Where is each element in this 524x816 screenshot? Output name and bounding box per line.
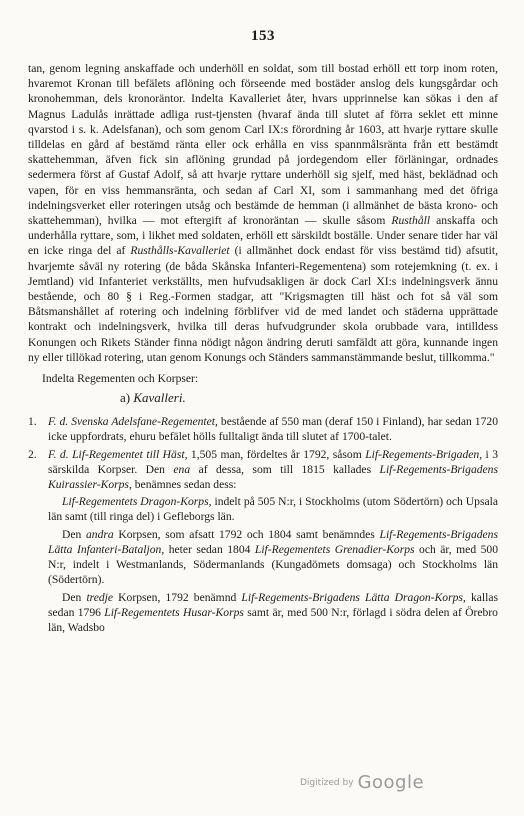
list-item-text: af dessa, som till 1815 kallades (190, 462, 380, 476)
sub-em: Lif-Regements-Brigadens Lätta Dragon-Korps, (241, 590, 466, 604)
list-item-text: , i 3 särskilda Korpser. Den (48, 447, 498, 476)
list-item-body (48, 447, 498, 493)
sub-text: heter sedan 1804 (164, 542, 255, 556)
sub-text: Den (62, 527, 86, 541)
list-item-text: 1,505 man, fördeltes år 1792, såsom (187, 447, 366, 461)
body-em-rusthalls-kavalleriet: Rusthålls-Kavalleriet (130, 244, 230, 258)
sub-text: kallas sedan 1796 (48, 590, 498, 619)
sub-text: och är, med 500 N:r, indelt i Westmanlands, Södermanlands (Kungadömets domsaga) och Stockholms län (Södertörn). (48, 542, 498, 587)
digitized-label: Digitized by (300, 777, 354, 788)
sub-paragraph-2 (48, 527, 498, 588)
sub-text: indelt på 505 N:r, i Stockholms (utom Södertörn) och Upsala län samt (till ringa del) i Gefleborgs län. (48, 495, 499, 524)
sub-em: Lif-Regementets Dragon-Korps, (62, 495, 212, 509)
sub-em: Lif-Regementets Grenadier-Korps (254, 542, 415, 556)
list-item-em: Lif-Regements-Brigadens Kuirassier-Korps (48, 462, 498, 492)
sub-em: Lif-Regements-Brigadens Lätta Infanteri-Bataljon, (48, 527, 498, 556)
sub-em: andra (85, 527, 114, 541)
section-heading (120, 390, 498, 406)
page (28, 28, 498, 635)
list-item-2 (28, 447, 498, 493)
list-item-text: bestående af 550 man (deraf 150 i Finland), har sedan 1720 icke uppfordrats, ehuru befälet hölls fulltaligt ända till slutet af 1700-talet. (48, 415, 498, 444)
sub-paragraph-1 (48, 494, 498, 524)
list-item-text: , benämnes sedan dess: (128, 478, 237, 492)
list-item-em: Lif-Regements-Brigaden (365, 447, 480, 461)
page-number: 153 (251, 28, 275, 44)
sub-text: Den (62, 590, 87, 604)
body-text-2: anskaffa och underhålla ryttare, som, i likhet med soldaten, erhöll ett särskildt boställe. Under senare tider har väl en icke ringa del af (28, 214, 498, 258)
section-intro: Indelta Regementen och Korpser: (42, 372, 199, 386)
body-paragraph (28, 61, 498, 365)
digitized-watermark (300, 772, 424, 793)
google-logo: Google (357, 772, 425, 793)
list-item-number: 2. (28, 447, 37, 461)
sub-text: Korpsen, som afsatt 1792 och 1804 samt benämndes (113, 527, 380, 541)
section-title: Kavalleri. (133, 390, 186, 406)
sub-text: Korpsen, 1792 benämnd (113, 590, 242, 604)
sub-em: Lif-Regementets Husar-Korps (104, 605, 244, 619)
sub-text: samt är, med 500 N:r, förlagd i södra delen af Örebro län, Wadsbo (48, 605, 498, 634)
body-text-1: tan, genom legning anskaffade och underhöll en soldat, som till bostad erhöll ett torp inom roten, hvaremot Kronan till befälets aflöning och förseende med bostäder anslog dels kungsgårdar och kronohemman, dels kronoräntor. Indelta Kavalleriet åter, hvars upprinnelse kan sökas i den af Magnus Ladulås inrättade adliga rust-tjensten (hvaraf ända till slutet af förra seklet ett minne qvarstod i s. k. Adelsfanan), och som genom Carl IX:s förordning år 1603, att hvarje ryttare skulle tilldelas en gård af bestämd ränta eller ock erhålla en viss spannmålsränta från ett bestämdt skattehemman, äfven fick sin aflöning grundad på jordegendom eller förläningar, ordnades sedermera först af Gustaf Adolf, så att hvarje ryttare underhöll sig sjelf, med häst, beklädnad och vapen, för en viss hemmansränta, och sedan af Carl XI, som i sammanhang med det öfriga indelningsverket eller roteringen utsåg och bestämde de hemman (i allmänhet de bästa krono- och skattehemman), hvilka — mot eftergift af kronoräntan — skulle såsom (28, 62, 498, 228)
section-letter: a) (120, 390, 131, 406)
body-em-rusthall: Rusthåll (391, 214, 431, 228)
sub-em: tredje (86, 590, 114, 604)
body-text-3: (i allmänhet dock endast för viss bestämd tid) afsutit, hvarjemte såväl ny rotering (de båda Skånska Infanteri-Regementena) som rotejemkning (t. ex. i Jemtland) vid Infanteriet verkställts, men hufvudsakligen är dock Carl XI:s indelningsverk ännu bestående, och 80 § i Reg.-Formen stadgar, att "Krigsmagten till häst och fot så väl som Båtsmanshållet af rotering och indelning förblifver vid de med landet och städerna upprättade kontrakt och indelningsverk, hvilka till deras hufvudgrunder skola orubbade vara, intilldess Konungen och Rikets Ständer finna nödigt någon ändring deruti samfäldt att göra, kunnande ingen ny eller tillökad rotering, utan genom Konungs och Ständers sammanstämmande beslut, tillkomma." (28, 244, 498, 364)
list-item-body (48, 414, 498, 444)
list-item-title: F. d. Lif-Regementet till Häst, (48, 447, 188, 461)
list-item-1 (28, 414, 498, 444)
list-item-title: F. d. Svenska Adelsfane-Regementet, (48, 415, 218, 429)
list-item-number: 1. (28, 415, 37, 429)
sub-paragraph-3 (48, 590, 498, 636)
list-item-em: ena (173, 462, 191, 476)
